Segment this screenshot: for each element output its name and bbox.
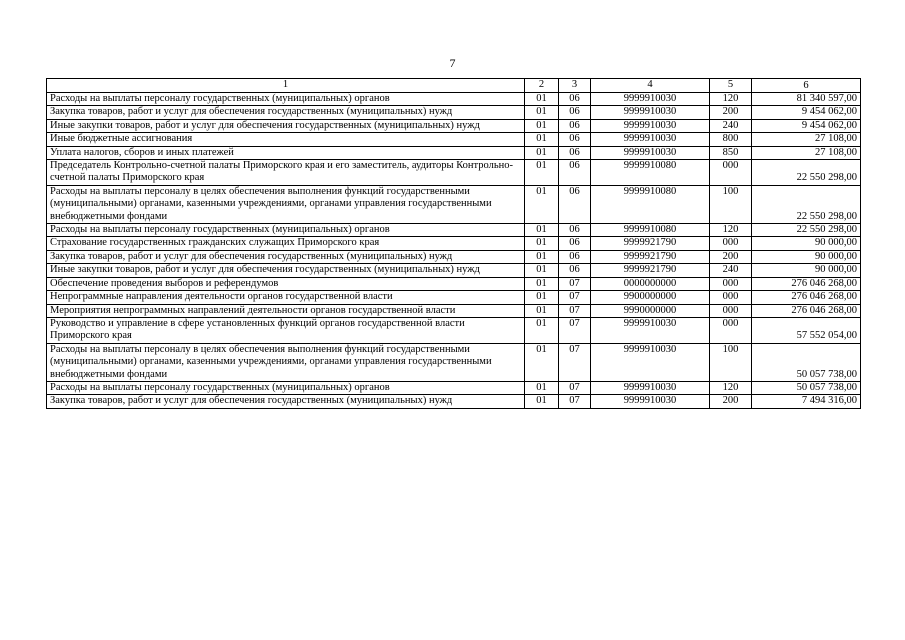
row-subsection-cell: 06: [559, 185, 591, 223]
row-section-cell: 01: [525, 160, 559, 186]
row-name-cell: Мероприятия непрограммных направлений деятельности органов государственной власти: [47, 304, 525, 317]
table-row: [47, 237, 861, 250]
row-subsection-cell: 07: [559, 291, 591, 304]
table-row: [47, 343, 861, 381]
table-row: [47, 317, 861, 343]
row-target-article-cell: 9999910030: [591, 146, 710, 159]
table-body: [47, 93, 861, 409]
row-amount-cell: 276 046 268,00: [752, 291, 861, 304]
row-amount-cell: 7 494 316,00: [752, 395, 861, 408]
row-amount-cell: 9 454 062,00: [752, 106, 861, 119]
row-expense-type-cell: 100: [710, 185, 752, 223]
row-name-cell: Уплата налогов, сборов и иных платежей: [47, 146, 525, 159]
row-name-cell: Закупка товаров, работ и услуг для обеспечения государственных (муниципальных) нужд: [47, 250, 525, 263]
row-section-cell: 01: [525, 343, 559, 381]
row-name-cell: Руководство и управление в сфере установленных функций органов государственной власти Приморского края: [47, 317, 525, 343]
row-name-cell: Непрограммные направления деятельности органов государственной власти: [47, 291, 525, 304]
table-row: [47, 224, 861, 237]
row-subsection-cell: 06: [559, 224, 591, 237]
row-subsection-cell: 06: [559, 133, 591, 146]
row-name-cell: Закупка товаров, работ и услуг для обеспечения государственных (муниципальных) нужд: [47, 395, 525, 408]
row-section-cell: 01: [525, 277, 559, 290]
row-expense-type-cell: 240: [710, 264, 752, 277]
row-name-cell: Расходы на выплаты персоналу государственных (муниципальных) органов: [47, 381, 525, 394]
column-header-6: 6: [752, 79, 861, 93]
row-name-cell: Иные закупки товаров, работ и услуг для обеспечения государственных (муниципальных) нужд: [47, 264, 525, 277]
table-row: [47, 250, 861, 263]
row-expense-type-cell: 200: [710, 106, 752, 119]
row-amount-cell: 90 000,00: [752, 264, 861, 277]
row-amount-cell: 90 000,00: [752, 237, 861, 250]
row-subsection-cell: 07: [559, 317, 591, 343]
table-row: [47, 106, 861, 119]
header-row: [47, 79, 861, 93]
table-row: [47, 291, 861, 304]
row-amount-cell: 276 046 268,00: [752, 304, 861, 317]
row-section-cell: 01: [525, 395, 559, 408]
row-section-cell: 01: [525, 133, 559, 146]
row-subsection-cell: 06: [559, 119, 591, 132]
table-row: [47, 277, 861, 290]
row-expense-type-cell: 100: [710, 343, 752, 381]
row-name-cell: Страхование государственных гражданских служащих Приморского края: [47, 237, 525, 250]
row-target-article-cell: 9999910030: [591, 343, 710, 381]
row-section-cell: 01: [525, 237, 559, 250]
table-header: [47, 79, 861, 93]
row-section-cell: 01: [525, 119, 559, 132]
row-expense-type-cell: 000: [710, 291, 752, 304]
row-expense-type-cell: 120: [710, 93, 752, 106]
row-expense-type-cell: 120: [710, 381, 752, 394]
row-name-cell: Иные бюджетные ассигнования: [47, 133, 525, 146]
row-subsection-cell: 06: [559, 146, 591, 159]
table-row: [47, 395, 861, 408]
row-expense-type-cell: 200: [710, 250, 752, 263]
row-amount-cell: 22 550 298,00: [752, 224, 861, 237]
row-subsection-cell: 06: [559, 106, 591, 119]
table-row: [47, 304, 861, 317]
row-expense-type-cell: 120: [710, 224, 752, 237]
row-section-cell: 01: [525, 264, 559, 277]
table-row: [47, 133, 861, 146]
page-number: 7: [449, 56, 456, 70]
column-header-5: 5: [710, 79, 752, 93]
row-subsection-cell: 06: [559, 264, 591, 277]
row-amount-cell: 81 340 597,00: [752, 93, 861, 106]
row-amount-cell: 27 108,00: [752, 133, 861, 146]
row-expense-type-cell: 000: [710, 317, 752, 343]
row-section-cell: 01: [525, 146, 559, 159]
row-subsection-cell: 07: [559, 277, 591, 290]
row-target-article-cell: 9900000000: [591, 291, 710, 304]
row-expense-type-cell: 800: [710, 133, 752, 146]
budget-table: [46, 78, 861, 409]
row-target-article-cell: 9999921790: [591, 264, 710, 277]
row-section-cell: 01: [525, 304, 559, 317]
row-subsection-cell: 07: [559, 381, 591, 394]
table-row: [47, 146, 861, 159]
row-subsection-cell: 07: [559, 304, 591, 317]
row-target-article-cell: 9999910080: [591, 224, 710, 237]
row-subsection-cell: 06: [559, 250, 591, 263]
row-name-cell: Председатель Контрольно-счетной палаты Приморского края и его заместитель, аудиторы Контрольно-счетной палаты Приморского края: [47, 160, 525, 186]
row-target-article-cell: 9999910030: [591, 395, 710, 408]
table-row: [47, 185, 861, 223]
row-amount-cell: 90 000,00: [752, 250, 861, 263]
row-section-cell: 01: [525, 317, 559, 343]
row-name-cell: Расходы на выплаты персоналу в целях обеспечения выполнения функций государственными (муниципальными) органами, казенными учреждениями, органами управления государственными внебюджетными фондами: [47, 343, 525, 381]
column-header-1: 1: [47, 79, 525, 93]
row-section-cell: 01: [525, 381, 559, 394]
row-target-article-cell: 9990000000: [591, 304, 710, 317]
row-section-cell: 01: [525, 250, 559, 263]
row-expense-type-cell: 000: [710, 304, 752, 317]
row-target-article-cell: 9999910030: [591, 106, 710, 119]
column-header-2: 2: [525, 79, 559, 93]
row-subsection-cell: 06: [559, 237, 591, 250]
table-row: [47, 160, 861, 186]
row-name-cell: Иные закупки товаров, работ и услуг для обеспечения государственных (муниципальных) нужд: [47, 119, 525, 132]
row-target-article-cell: 9999921790: [591, 250, 710, 263]
row-amount-cell: 27 108,00: [752, 146, 861, 159]
row-subsection-cell: 07: [559, 343, 591, 381]
table-row: [47, 93, 861, 106]
row-amount-cell: 22 550 298,00: [752, 160, 861, 186]
column-header-4: 4: [591, 79, 710, 93]
table-row: [47, 264, 861, 277]
row-name-cell: Закупка товаров, работ и услуг для обеспечения государственных (муниципальных) нужд: [47, 106, 525, 119]
row-target-article-cell: 9999910030: [591, 381, 710, 394]
row-section-cell: 01: [525, 106, 559, 119]
row-expense-type-cell: 000: [710, 237, 752, 250]
column-header-3: 3: [559, 79, 591, 93]
row-amount-cell: 9 454 062,00: [752, 119, 861, 132]
row-subsection-cell: 06: [559, 93, 591, 106]
row-target-article-cell: 9999910080: [591, 160, 710, 186]
row-section-cell: 01: [525, 93, 559, 106]
row-expense-type-cell: 200: [710, 395, 752, 408]
row-target-article-cell: 9999910080: [591, 185, 710, 223]
row-subsection-cell: 07: [559, 395, 591, 408]
row-section-cell: 01: [525, 291, 559, 304]
row-target-article-cell: 9999921790: [591, 237, 710, 250]
row-expense-type-cell: 000: [710, 160, 752, 186]
row-name-cell: Обеспечение проведения выборов и референдумов: [47, 277, 525, 290]
row-target-article-cell: 9999910030: [591, 133, 710, 146]
row-expense-type-cell: 000: [710, 277, 752, 290]
row-subsection-cell: 06: [559, 160, 591, 186]
row-expense-type-cell: 240: [710, 119, 752, 132]
row-target-article-cell: 9999910030: [591, 93, 710, 106]
row-name-cell: Расходы на выплаты персоналу государственных (муниципальных) органов: [47, 224, 525, 237]
row-amount-cell: 50 057 738,00: [752, 343, 861, 381]
row-target-article-cell: 9999910030: [591, 317, 710, 343]
table-row: [47, 119, 861, 132]
row-target-article-cell: 9999910030: [591, 119, 710, 132]
row-name-cell: Расходы на выплаты персоналу государственных (муниципальных) органов: [47, 93, 525, 106]
row-amount-cell: 276 046 268,00: [752, 277, 861, 290]
row-amount-cell: 50 057 738,00: [752, 381, 861, 394]
table-row: [47, 381, 861, 394]
row-expense-type-cell: 850: [710, 146, 752, 159]
row-amount-cell: 57 552 054,00: [752, 317, 861, 343]
row-name-cell: Расходы на выплаты персоналу в целях обеспечения выполнения функций государственными (муниципальными) органами, казенными учреждениями, органами управления государственными внебюджетными фондами: [47, 185, 525, 223]
row-section-cell: 01: [525, 224, 559, 237]
row-section-cell: 01: [525, 185, 559, 223]
row-target-article-cell: 0000000000: [591, 277, 710, 290]
row-amount-cell: 22 550 298,00: [752, 185, 861, 223]
